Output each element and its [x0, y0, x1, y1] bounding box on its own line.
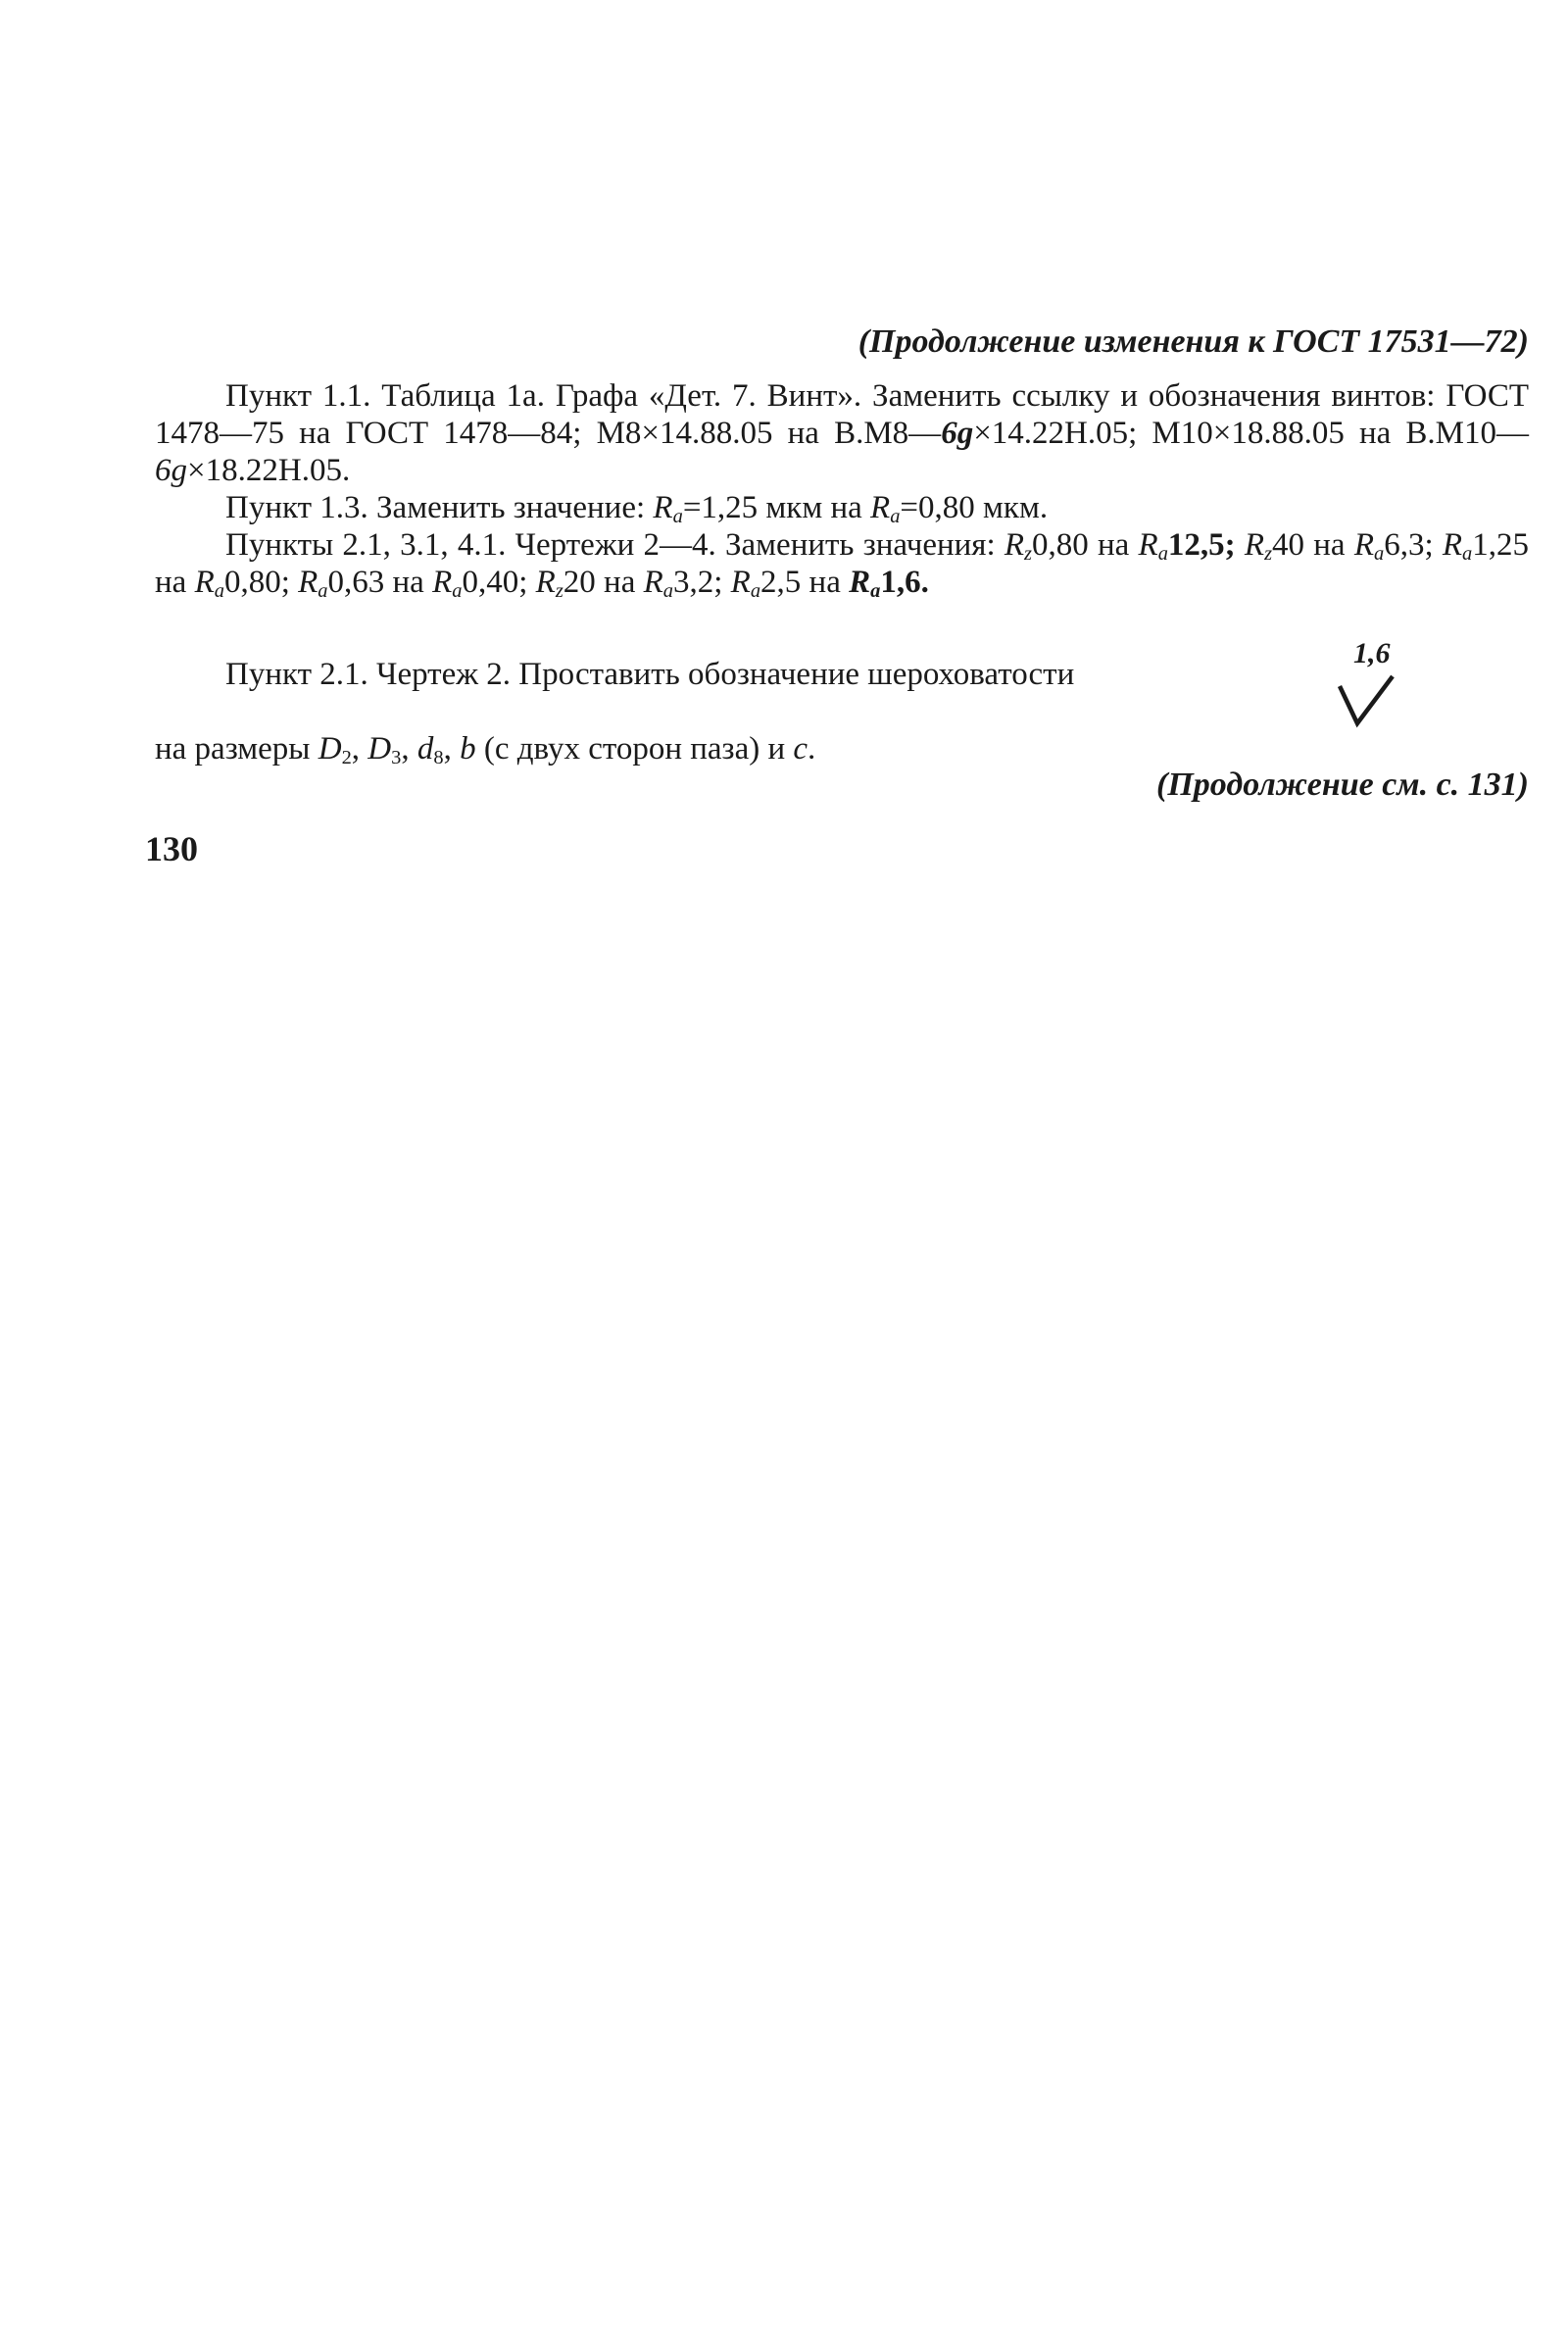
paragraph-1-1 — [155, 377, 1529, 489]
value-ra-0-63: 0,63 — [327, 565, 385, 600]
d3-symbol: D — [368, 731, 392, 767]
value-rz-0-80: 0,80 — [1032, 527, 1089, 563]
r-symbol: R — [1138, 527, 1158, 563]
b-symbol: b — [460, 731, 476, 767]
paren-text: (с двух сторон паза) и — [475, 731, 794, 767]
c-symbol: c — [793, 731, 808, 767]
value-ra-1-6: 1,6. — [880, 565, 929, 600]
value-ra-3-2: 3,2; — [672, 565, 723, 600]
p21-text: Пункт 2.1. Чертеж 2. Проставить обозначение шероховатости — [225, 657, 1075, 692]
p11-text-end: ×18.22Н.05. — [187, 453, 351, 488]
amendment-body — [155, 377, 1529, 601]
r-symbol: R — [1353, 527, 1374, 563]
p11-text: Пункт 1.1. Таблица 1а. Графа «Дет. 7. Винт». Заменить ссылку и обозначения винтов: ГОСТ 1478—75 на ГОСТ 1478—84; М8×14.88.05 на В.М8— — [155, 378, 1529, 451]
ra-sub: a — [452, 580, 463, 603]
value-rz-20: 20 — [563, 565, 596, 600]
ra-sub: a — [870, 580, 881, 603]
rz-sub: z — [1264, 543, 1273, 566]
ra-subscript: a — [672, 506, 683, 528]
ra-symbol-2: R — [870, 490, 891, 525]
value-ra-0-40: 0,40; — [462, 565, 528, 600]
r-symbol: R — [730, 565, 751, 600]
d2-symbol: D — [318, 731, 342, 767]
value-ra-6-3: 6,3; — [1384, 527, 1434, 563]
continuation-header: (Продолжение изменения к ГОСТ 17531—72) — [858, 323, 1529, 360]
r-symbol: R — [1004, 527, 1025, 563]
dot: . — [808, 731, 816, 767]
na: на — [155, 565, 195, 600]
page-number: 130 — [145, 829, 198, 868]
d2-sub: 2 — [341, 747, 352, 769]
r-symbol: R — [849, 565, 871, 600]
p13-value-old: =1,25 мкм на — [682, 490, 871, 525]
rz-sub: z — [1024, 543, 1033, 566]
value-ra-2-5: 2,5 — [760, 565, 802, 600]
cont-lead: на размеры — [155, 731, 318, 767]
na: на — [595, 565, 644, 600]
continuation-footer: (Продолжение см. с. 131) — [1156, 767, 1529, 803]
value-ra-0-80: 0,80; — [223, 565, 290, 600]
na: на — [801, 565, 850, 600]
paragraph-1-3 — [155, 489, 1529, 526]
ra-sub: a — [1157, 543, 1168, 566]
r-symbol: R — [1442, 527, 1463, 563]
ra-sub: a — [1462, 543, 1473, 566]
rz-sub: z — [555, 580, 564, 603]
na: на — [1088, 527, 1139, 563]
na: на — [1304, 527, 1354, 563]
ra-subscript-2: a — [890, 506, 901, 528]
ra-symbol: R — [653, 490, 673, 525]
value-ra-1-25: 1,25 — [1472, 527, 1529, 563]
ra-sub: a — [662, 580, 673, 603]
p13-value-new: =0,80 мкм. — [900, 490, 1049, 525]
paragraph-2-1-3-1-4-1 — [155, 526, 1529, 601]
r-symbol: R — [535, 565, 556, 600]
p2-lead: Пункты 2.1, 3.1, 4.1. Чертежи 2—4. Заменить значения: — [225, 527, 1004, 563]
d3-sub: 3 — [391, 747, 402, 769]
r-symbol: R — [643, 565, 663, 600]
r-symbol: R — [432, 565, 453, 600]
ra-sub: a — [214, 580, 224, 603]
r-symbol: R — [194, 565, 215, 600]
tolerance-6g-2: 6g — [155, 453, 187, 488]
d8-sub: 8 — [433, 747, 444, 769]
roughness-value: 1,6 — [1353, 637, 1391, 669]
p11-text-mid: ×14.22Н.05; М10×18.88.05 на В.М10— — [973, 416, 1530, 451]
ra-sub: a — [318, 580, 328, 603]
p13-lead: Пункт 1.3. Заменить значение: — [225, 490, 654, 525]
value-rz-40: 40 — [1272, 527, 1305, 563]
value-ra-12-5: 12,5; — [1167, 527, 1236, 563]
na: на — [384, 565, 433, 600]
r-symbol: R — [1244, 527, 1265, 563]
paragraph-2-1-continuation: на размеры $D_2$, $D_3$, $d_8$, b (с двух сторон паза) и c. — [155, 731, 816, 769]
roughness-check-icon — [1336, 672, 1404, 731]
d8-symbol: d — [416, 731, 434, 767]
tolerance-6g: 6g — [941, 416, 974, 451]
roughness-symbol — [1336, 637, 1424, 725]
r-symbol: R — [298, 565, 318, 600]
ra-sub: a — [1373, 543, 1385, 566]
ra-sub: a — [750, 580, 761, 603]
